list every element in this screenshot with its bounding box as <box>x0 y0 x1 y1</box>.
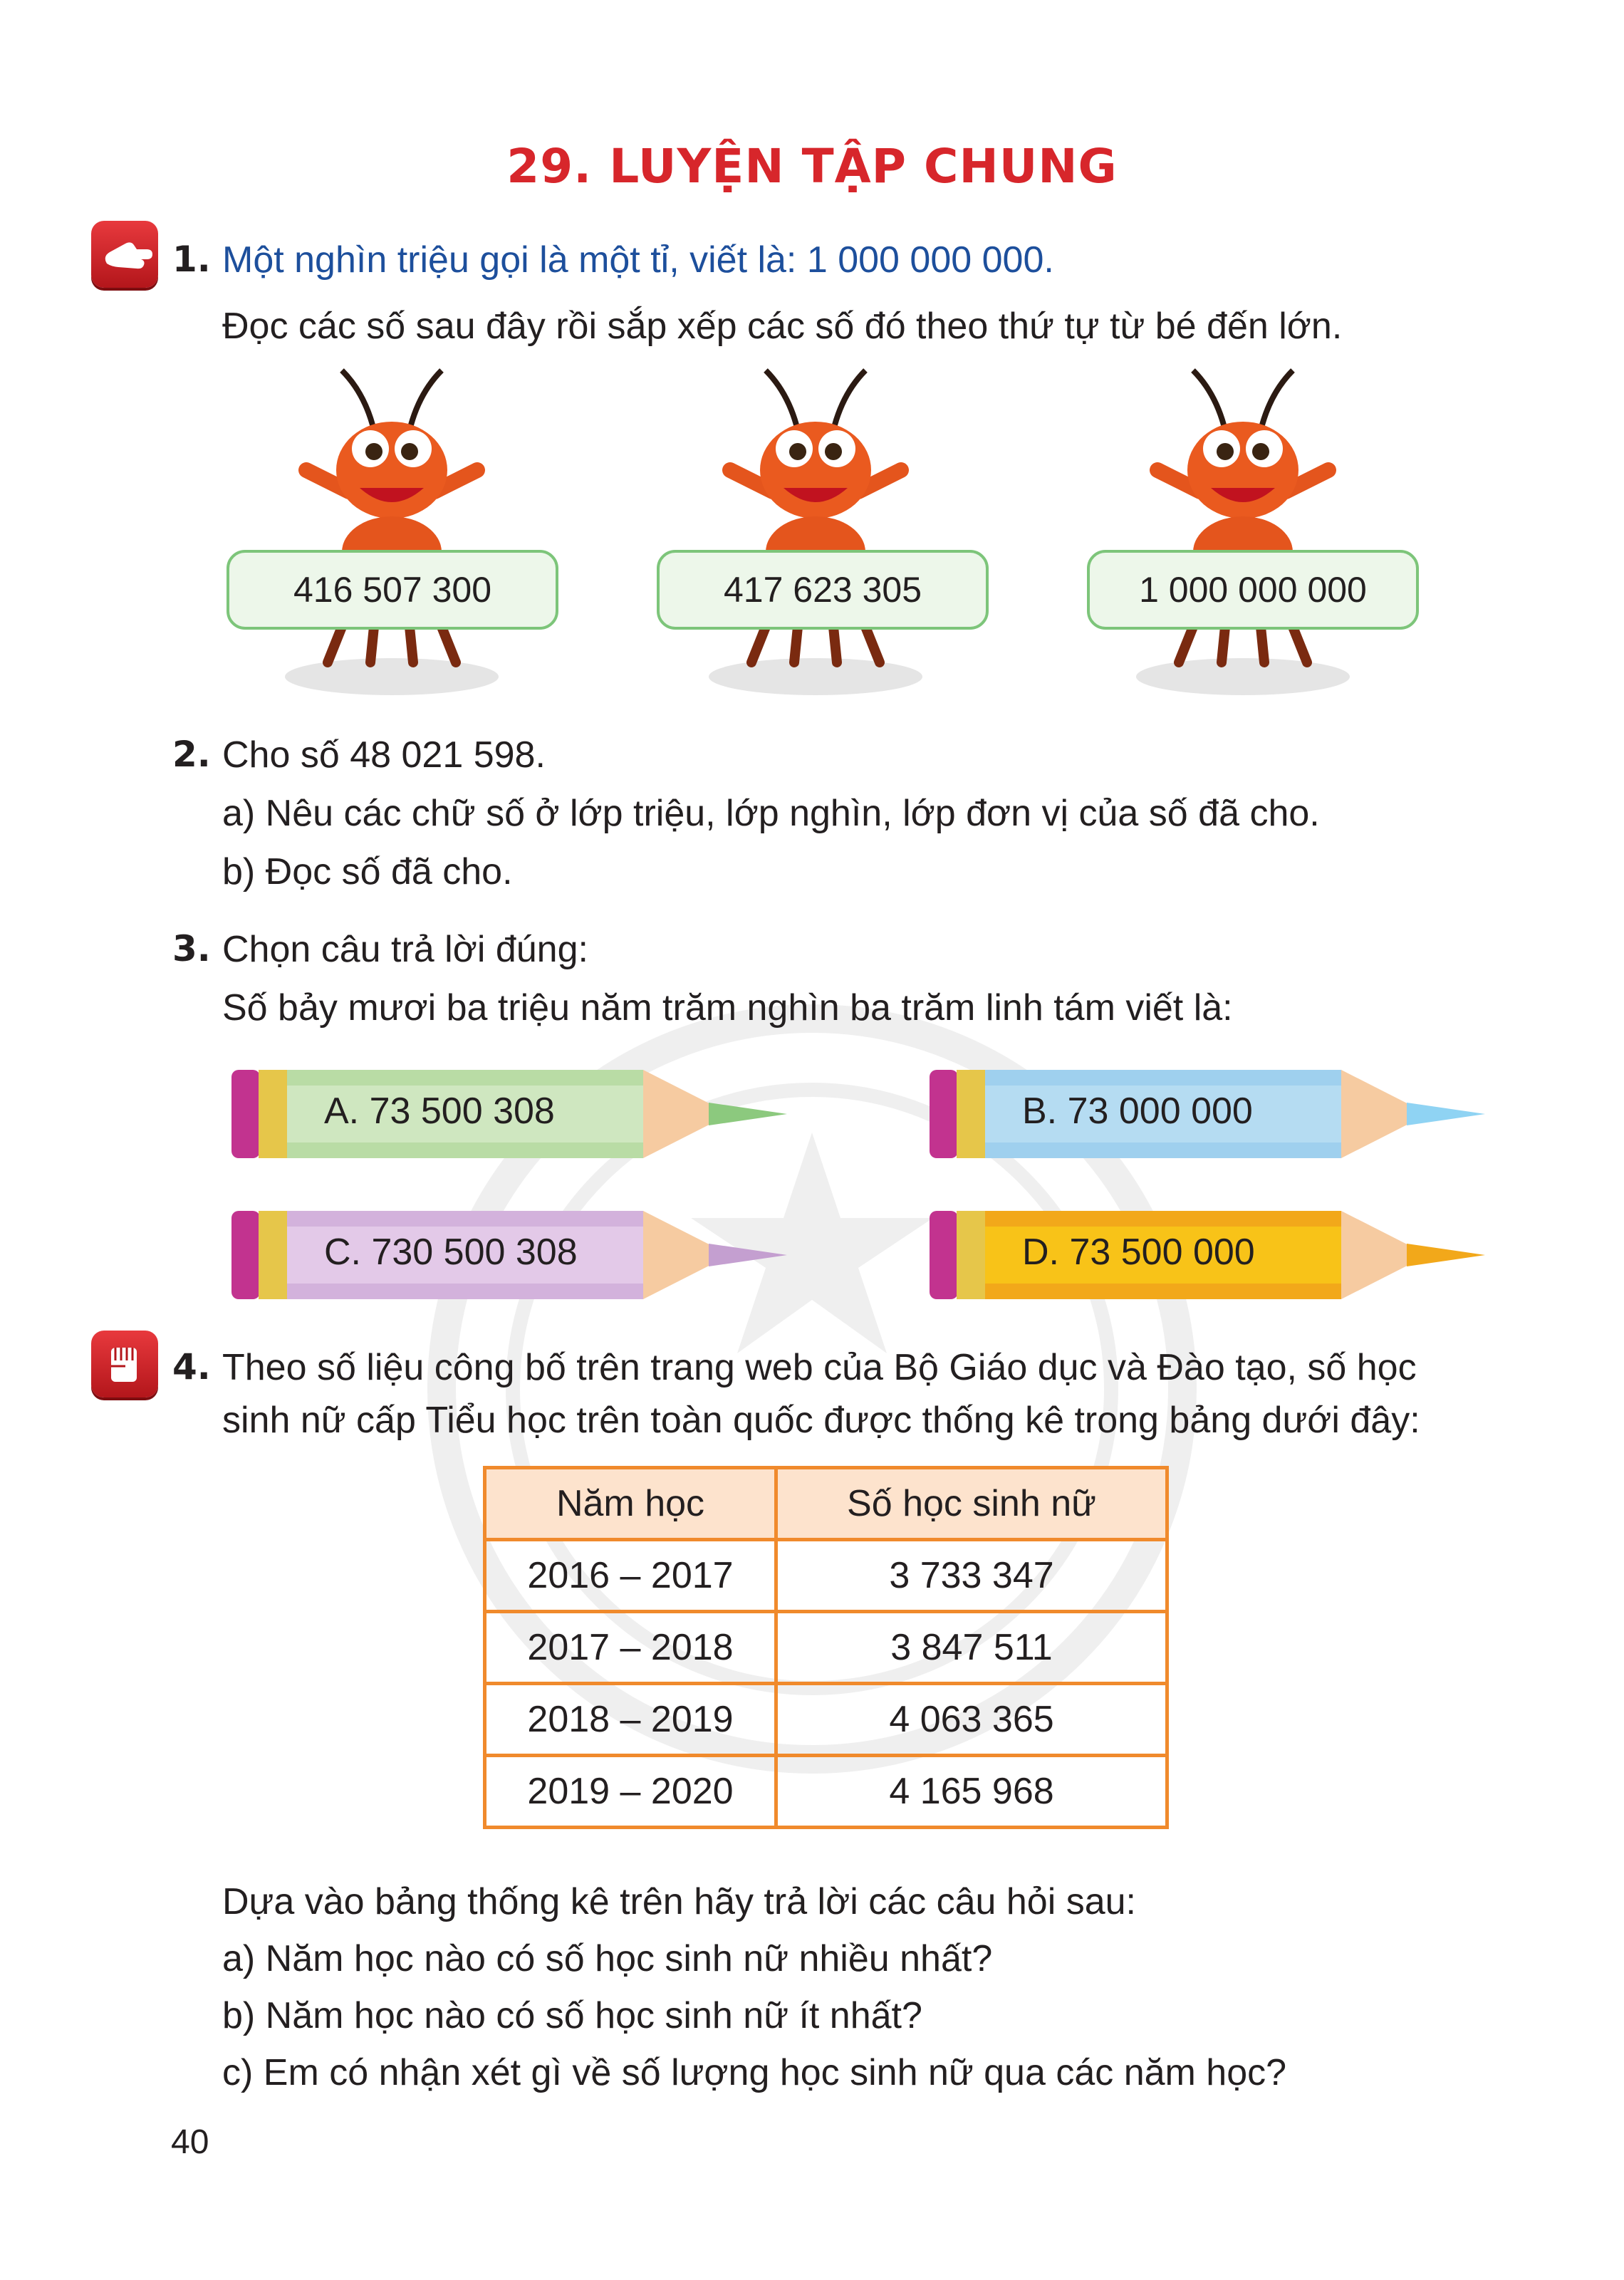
exercise3-prompt: Chọn câu trả lời đúng: <box>222 929 588 970</box>
table-row <box>485 1540 1167 1612</box>
table-row <box>485 1684 1167 1756</box>
exercise4-question-a: a) Năm học nào có số học sinh nữ nhiều nhất? <box>222 1938 993 1979</box>
option-b-pencil[interactable] <box>930 1070 1485 1158</box>
option-d-label: D. 73 500 000 <box>1022 1232 1255 1273</box>
option-d-pencil[interactable] <box>930 1211 1485 1299</box>
exercise4-number: 4. <box>172 1346 211 1388</box>
table-cell-count: 3 847 511 <box>776 1612 1167 1684</box>
exercise2-prompt: Cho số 48 021 598. <box>222 734 546 776</box>
exercise4-line1: Theo số liệu công bố trên trang web của Bộ Giáo dục và Đào tạo, số học <box>222 1347 1417 1388</box>
option-a-label: A. 73 500 308 <box>324 1090 555 1132</box>
hand-pointing-icon <box>91 221 158 288</box>
table-header-count: Số học sinh nữ <box>776 1468 1167 1540</box>
option-c-pencil[interactable] <box>231 1211 787 1299</box>
table-cell-year: 2016 – 2017 <box>485 1540 776 1612</box>
exercise2-number: 2. <box>172 734 211 775</box>
exercise4-line2: sinh nữ cấp Tiểu học trên toàn quốc được thống kê trong bảng dưới đây: <box>222 1400 1420 1441</box>
table-cell-year: 2017 – 2018 <box>485 1612 776 1684</box>
number-box-3: 1 000 000 000 <box>1087 550 1419 630</box>
page-number: 40 <box>171 2123 209 2161</box>
exercise1-number: 1. <box>172 239 211 280</box>
statistics-table <box>483 1466 1169 1829</box>
table-row <box>485 1756 1167 1828</box>
exercise1-note: Một nghìn triệu gọi là một tỉ, viết là: 1 000 000 000. <box>222 239 1054 281</box>
exercise3-number: 3. <box>172 928 211 969</box>
page-title: 29. LUYỆN TẬP CHUNG <box>506 139 1118 194</box>
option-b-label: B. 73 000 000 <box>1022 1090 1253 1132</box>
table-header-year: Năm học <box>485 1468 776 1540</box>
table-row <box>485 1612 1167 1684</box>
fist-icon <box>91 1331 158 1397</box>
ant-mascot-icon <box>1115 363 1371 698</box>
option-c-label: C. 730 500 308 <box>324 1232 578 1273</box>
table-cell-count: 4 165 968 <box>776 1756 1167 1828</box>
ant-mascot-icon <box>687 363 944 698</box>
exercise2-part-a: a) Nêu các chữ số ở lớp triệu, lớp nghìn, lớp đơn vị của số đã cho. <box>222 793 1320 834</box>
exercise1-instruction: Đọc các số sau đây rồi sắp xếp các số đó theo thứ tự từ bé đến lớn. <box>222 306 1343 347</box>
table-cell-count: 3 733 347 <box>776 1540 1167 1612</box>
exercise4-question-b: b) Năm học nào có số học sinh nữ ít nhất? <box>222 1995 922 2036</box>
table-cell-year: 2019 – 2020 <box>485 1756 776 1828</box>
exercise3-question: Số bảy mươi ba triệu năm trăm nghìn ba trăm linh tám viết là: <box>222 987 1233 1029</box>
table-header-row <box>485 1468 1167 1540</box>
ant-mascot-icon <box>264 363 520 698</box>
table-cell-year: 2018 – 2019 <box>485 1684 776 1756</box>
exercise4-question-c: c) Em có nhận xét gì về số lượng học sinh nữ qua các năm học? <box>222 2052 1287 2093</box>
exercise4-followup: Dựa vào bảng thống kê trên hãy trả lời các câu hỏi sau: <box>222 1881 1136 1922</box>
option-a-pencil[interactable] <box>231 1070 787 1158</box>
number-box-2: 417 623 305 <box>657 550 989 630</box>
table-cell-count: 4 063 365 <box>776 1684 1167 1756</box>
exercise2-part-b: b) Đọc số đã cho. <box>222 851 513 892</box>
number-box-1: 416 507 300 <box>227 550 558 630</box>
